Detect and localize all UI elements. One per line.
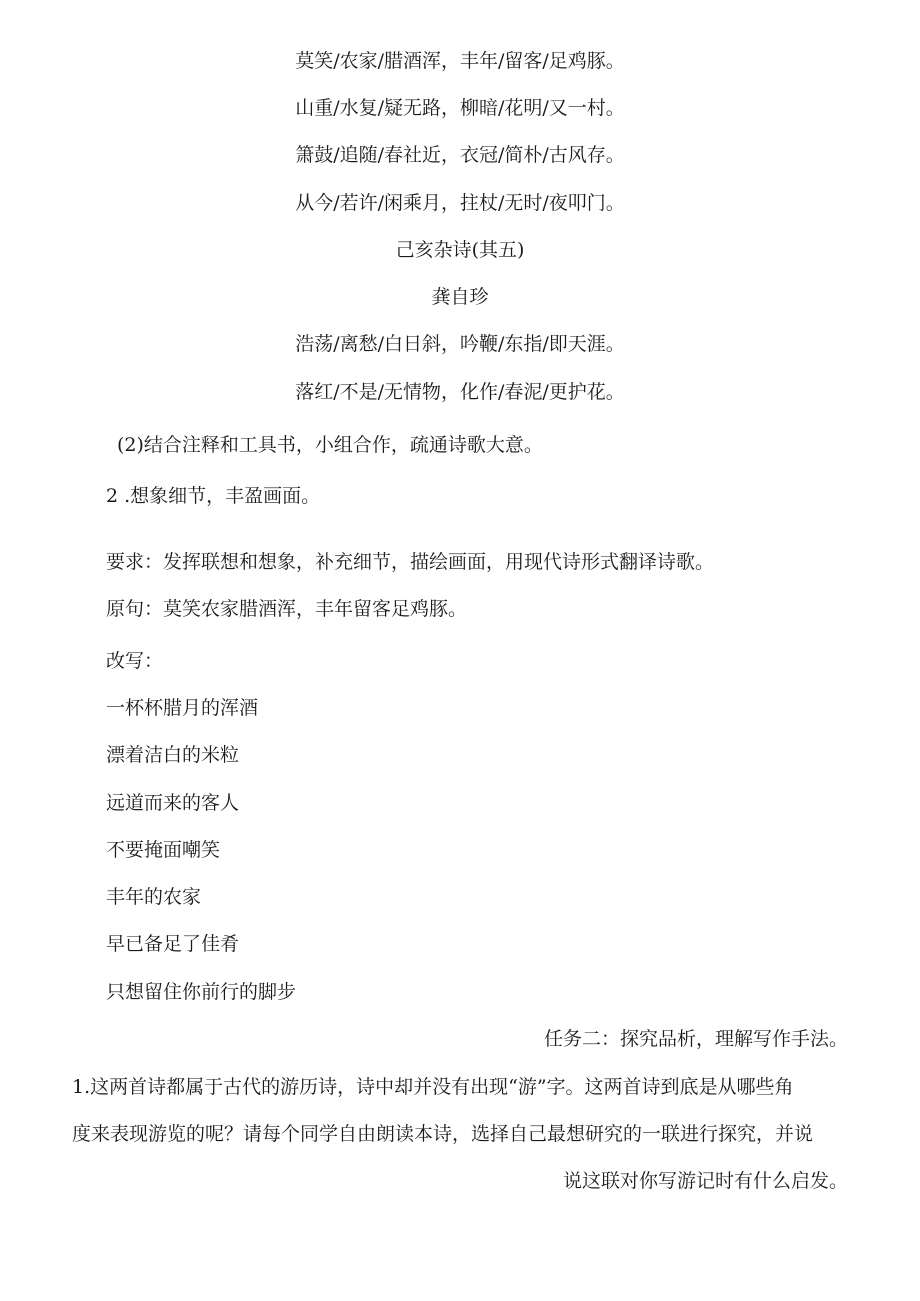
rewrite-line: 丰年的农家 — [106, 886, 202, 908]
rewrite-line: 早已备足了佳肴 — [106, 933, 240, 955]
rewrite-line: 漂着洁白的米粒 — [106, 744, 240, 766]
step2-instruction: (2)结合注释和工具书，小组合作，疏通诗歌大意。 — [117, 434, 543, 456]
poem1-line: 莫笑/农家/腊酒浑，丰年/留客/足鸡豚。 — [295, 50, 625, 72]
rewrite-line: 不要掩面嘲笑 — [106, 839, 221, 861]
poem1-line: 箫鼓/追随/春社近，衣冠/简朴/古风存。 — [295, 144, 625, 166]
rewrite-line: 只想留住你前行的脚步 — [106, 981, 297, 1003]
task2-heading: 任务二：探究品析，理解写作手法。 — [543, 1028, 848, 1050]
poem1-line: 从今/若许/闲乘月，拄杖/无时/夜叩门。 — [295, 192, 625, 214]
poem2-line: 浩荡/离愁/白日斜，吟鞭/东指/即天涯。 — [295, 333, 625, 355]
poem1-line: 山重/水复/疑无路，柳暗/花明/又一村。 — [295, 97, 625, 119]
section2-heading: 2 .想象细节，丰盈画面。 — [106, 485, 321, 507]
question1-line: 说这联对你写游记时有什么启发。 — [562, 1170, 848, 1192]
question1-line: 度来表现游览的呢？请每个同学自由朗读本诗，选择自己最想研究的一联进行探究，并说 — [72, 1123, 814, 1145]
rewrite-label: 改写： — [106, 650, 164, 672]
poem2-line: 落红/不是/无情物，化作/春泥/更护花。 — [295, 381, 625, 403]
poem2-title: 己亥杂诗(其五) — [395, 239, 525, 261]
rewrite-line: 远道而来的客人 — [106, 792, 240, 814]
original-line: 原句：莫笑农家腊酒浑，丰年留客足鸡豚。 — [106, 598, 468, 620]
poem2-author: 龚自珍 — [431, 286, 489, 308]
question1-line: 1.这两首诗都属于古代的游历诗，诗中却并没有出现“游”字。这两首诗到底是从哪些角 — [72, 1076, 794, 1098]
requirement-text: 要求：发挥联想和想象，补充细节，描绘画面，用现代诗形式翻译诗歌。 — [106, 551, 715, 573]
rewrite-line: 一杯杯腊月的浑酒 — [106, 697, 259, 719]
